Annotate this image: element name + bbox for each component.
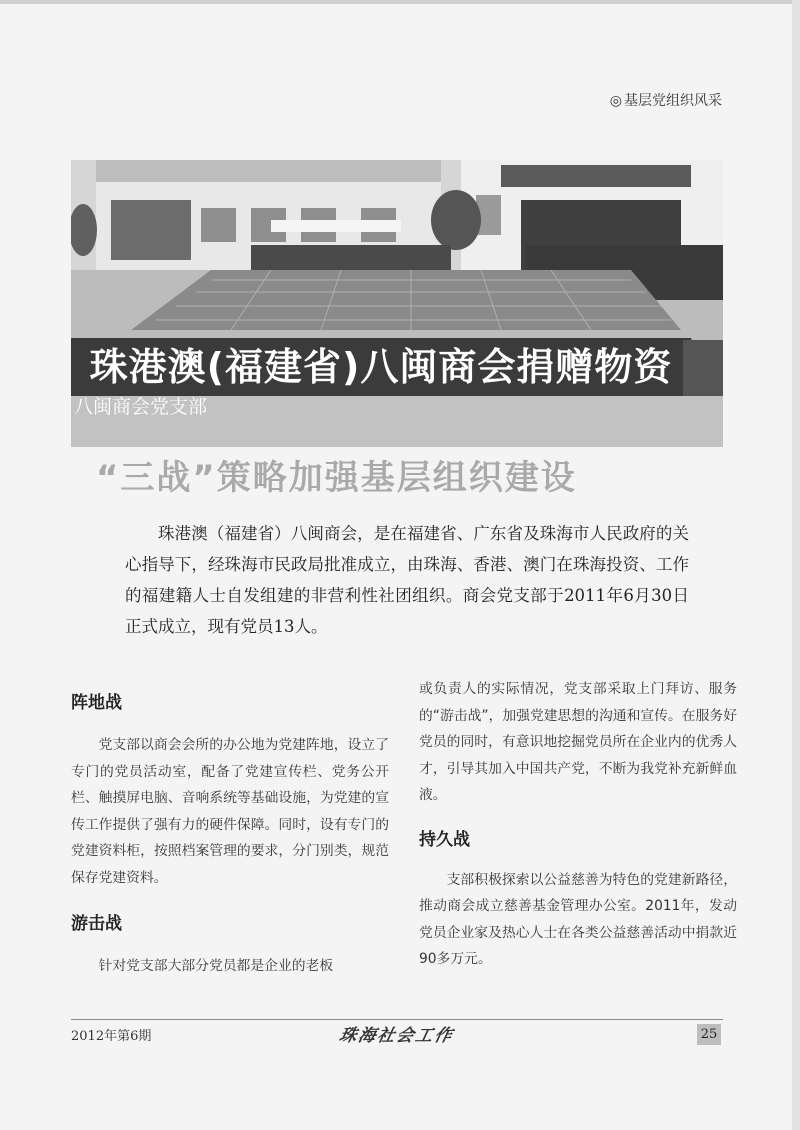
footer-magazine-logo: 珠海社会工作 <box>337 1026 456 1046</box>
page-number: 25 <box>697 1024 721 1045</box>
right-column <box>419 676 737 973</box>
photo-caption-org: 八闽商会党支部 <box>74 396 208 418</box>
paragraph-youjizhan-start: 针对党支部大部分党员都是企业的老板 <box>98 958 334 974</box>
top-border <box>0 0 800 4</box>
article-intro <box>125 518 689 642</box>
article-title: “三战”策略加强基层组织建设 <box>96 458 577 498</box>
footer-divider <box>71 1019 723 1020</box>
heading-zhendizhan: 阵地战 <box>71 693 122 713</box>
page-edge <box>792 0 800 1130</box>
circle-bullet-icon: ◎ <box>609 93 622 109</box>
event-photo <box>71 160 723 447</box>
intro-paragraph: 珠港澳（福建省）八闽商会，是在福建省、广东省及珠海市人民政府的关心指导下，经珠海市民政局批准成立，由珠海、香港、澳门在珠海投资、工作的福建籍人士自发组建的非营利性社团组织。商会党支部于2011年6月30日正式成立，现有党员13人。 <box>125 524 689 636</box>
heading-chijiuzhan: 持久战 <box>419 829 470 850</box>
paragraph-zhendizhan: 党支部以商会会所的办公地为党建阵地，设立了专门的党员活动室，配备了党建宣传栏、党务公开栏、触摸屏电脑、音响系统等基础设施，为党建的宣传工作提供了强有力的硬件保障。同时，设有专门的党建资料柜，按照档案管理的要求，分门别类，规范保存党建资料。 <box>71 737 389 886</box>
left-column <box>71 690 389 980</box>
section-tag <box>610 90 722 110</box>
heading-youjizhan: 游击战 <box>71 914 122 934</box>
paragraph-youjizhan-cont: 或负责人的实际情况，党支部采取上门拜访、服务的“游击战”，加强党建思想的沟通和宣传。在服务好党员的同时，有意识地挖掘党员所在企业内的优秀人才，引导其加入中国共产党，不断为我党补充新鲜血液。 <box>419 681 737 803</box>
paragraph-chijiuzhan: 支部积极探索以公益慈善为特色的党建新路径，推动商会成立慈善基金管理办公室。2011年，发动党员企业家及热心人士在各类公益慈善活动中捐款近90多万元。 <box>419 871 737 967</box>
section-label: 基层党组织风采 <box>624 93 722 109</box>
footer-issue: 2012年第6期 <box>71 1029 152 1044</box>
banner-text: 珠港澳(福建省)八闽商会捐赠物资 <box>89 345 673 389</box>
